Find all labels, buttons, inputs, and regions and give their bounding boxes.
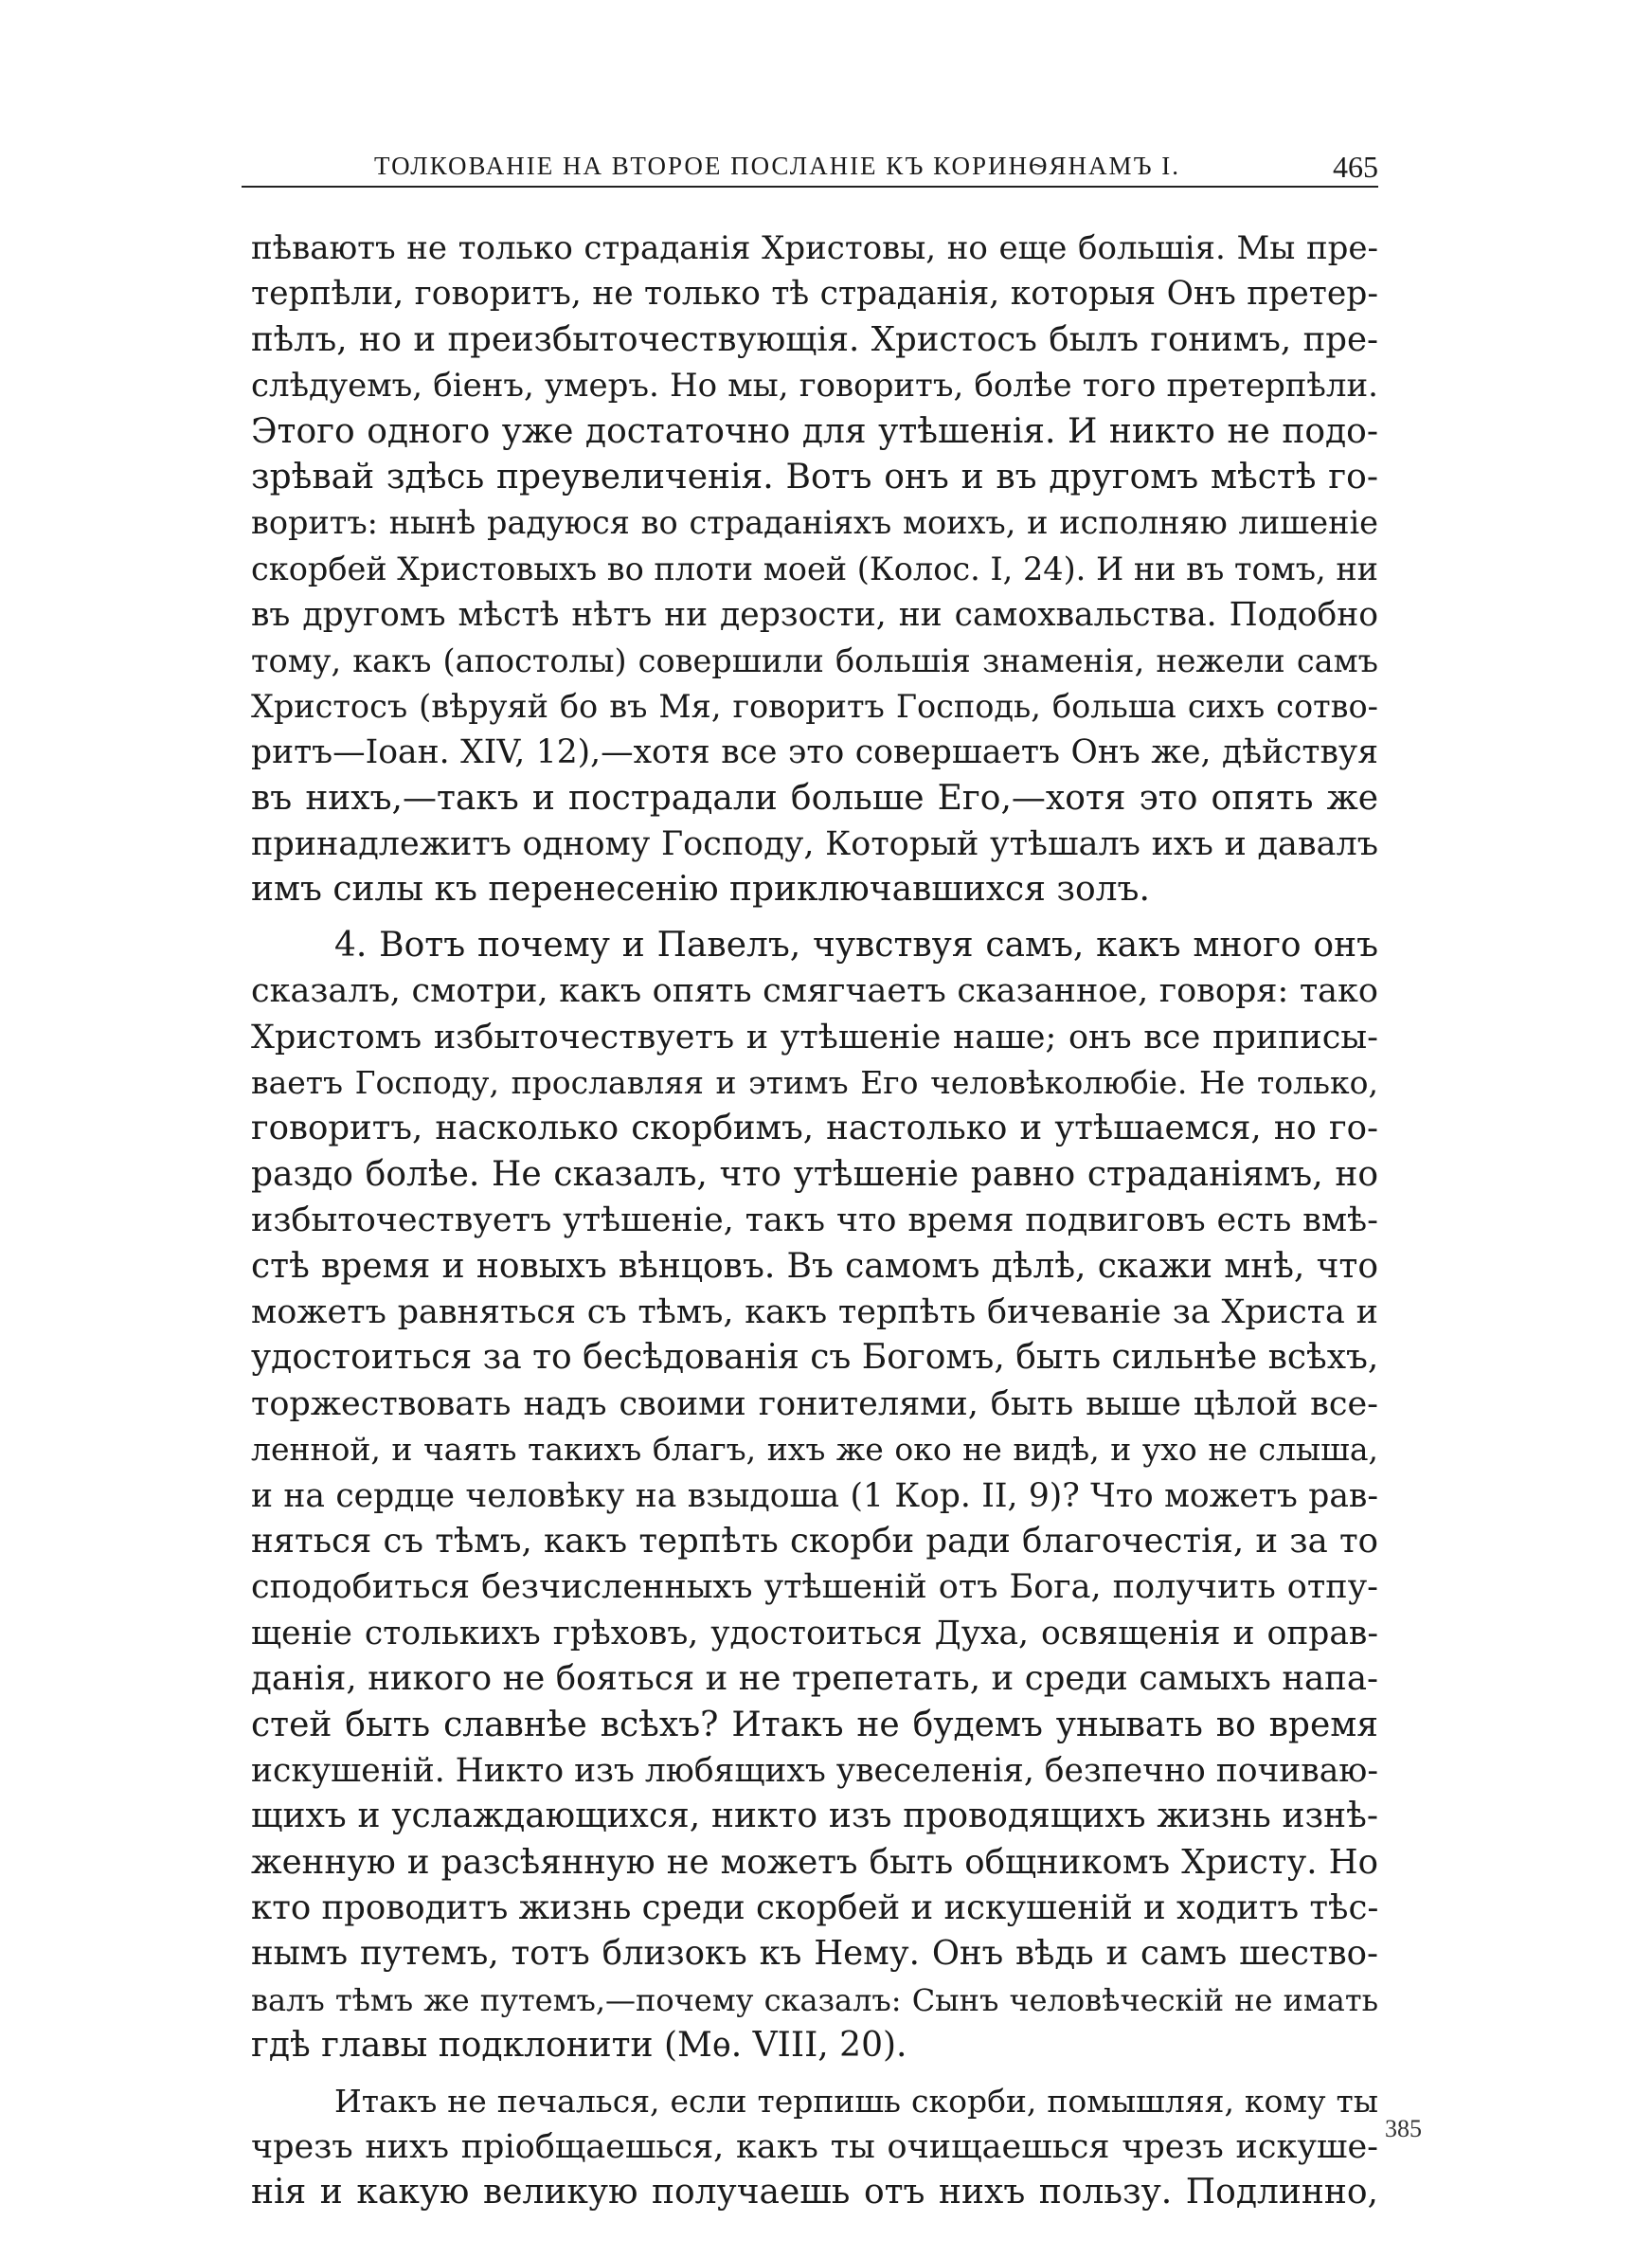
text-line: щихъ и услаждающихся, никто изъ проводящихъ жизнь изнѣ- — [251, 1797, 1378, 1836]
page-number: 465 — [1333, 150, 1378, 184]
text-line: ленной, и чаять такихъ благъ, ихъ же око не видѣ, и ухо не слыша, — [251, 1431, 1378, 1469]
text-line: чрезъ нихъ пріобщаешься, какъ ты очищаешься чрезъ искуше- — [251, 2128, 1378, 2167]
text-line: кто проводитъ жизнь среди скорбей и искушеній и ходитъ тѣс- — [251, 1888, 1378, 1928]
text-line: Итакъ не печалься, если терпишь скорби, помышляя, кому ты — [334, 2082, 1378, 2120]
text-line: няться съ тѣмъ, какъ терпѣть скорби ради благочестія, и за то — [251, 1521, 1378, 1561]
text-line: торжествовать надъ своими гонителями, быть выше цѣлой все- — [251, 1384, 1378, 1423]
text-line: имъ силы къ перенесенію приключавшихся золъ. — [251, 870, 1150, 910]
text-line: гдѣ главы подклонити (Мѳ. VIII, 20). — [251, 2026, 907, 2066]
text-line: нія и какую великую получаешь отъ нихъ пользу. Подлинно, — [251, 2173, 1378, 2212]
body-text — [251, 226, 1378, 2216]
text-line: Христомъ избыточествуетъ и утѣшеніе наше; онъ все приписы- — [251, 1018, 1378, 1056]
text-line: Этого одного уже достаточно для утѣшенія. И никто не подо- — [251, 411, 1378, 451]
text-line: зрѣвай здѣсь преувеличенія. Вотъ онъ и въ другомъ мѣстѣ го- — [251, 457, 1378, 497]
text-line: раздо болѣе. Не сказалъ, что утѣшеніе равно страданіямъ, но — [251, 1154, 1378, 1194]
paragraph-3 — [251, 2079, 1378, 2216]
text-line: 4. Вотъ почему и Павелъ, чувствуя самъ, какъ много онъ — [334, 925, 1378, 965]
text-line: можетъ равняться съ тѣмъ, какъ терпѣть бичеваніе за Христа и — [251, 1292, 1378, 1331]
text-line: говоритъ, насколько скорбимъ, настолько и утѣшаемся, но го- — [251, 1109, 1378, 1148]
text-line: пѣваютъ не только страданія Христовы, но еще большія. Мы пре- — [251, 229, 1378, 267]
paragraph-2 — [251, 923, 1378, 2069]
text-line: принадлежитъ одному Господу, Который утѣшалъ ихъ и давалъ — [251, 825, 1378, 864]
paragraph-gap — [251, 913, 1378, 923]
text-line: стѣ время и новыхъ вѣнцовъ. Въ самомъ дѣлѣ, скажи мнѣ, что — [251, 1246, 1378, 1286]
text-line: валъ тѣмъ же путемъ,—почему сказалъ: Сынъ человѣческій не имать — [251, 1981, 1378, 2018]
text-line: искушеній. Никто изъ любящихъ увеселенія, безпечно почиваю- — [251, 1751, 1378, 1790]
text-line: женную и разсѣянную не можетъ быть общникомъ Христу. Но — [251, 1842, 1378, 1882]
text-line: терпѣли, говоритъ, не только тѣ страданія, которыя Онъ претер- — [251, 275, 1378, 314]
text-line: въ нихъ,—такъ и пострадали больше Его,—хотя это опять же — [251, 778, 1378, 818]
text-line: сказалъ, смотри, какъ опять смягчаетъ сказанное, говоря: тако — [251, 972, 1378, 1011]
text-line: воритъ: нынѣ радуюся во страданіяхъ моихъ, и исполняю лишеніе — [251, 504, 1378, 542]
text-line: избыточествуетъ утѣшеніе, такъ что время подвиговъ есть вмѣ- — [251, 1201, 1378, 1240]
text-line: данія, никого не бояться и не трепетать, и среди самыхъ напа- — [251, 1659, 1378, 1699]
text-line: слѣдуемъ, біенъ, умеръ. Но мы, говоритъ, болѣе того претерпѣли. — [251, 367, 1378, 406]
text-line: щеніе столькихъ грѣховъ, удостоиться Духа, освященія и оправ- — [251, 1614, 1378, 1652]
text-line: тому, какъ (апостолы) совершили большія знаменія, нежели самъ — [251, 641, 1378, 679]
text-line: ритъ—Іоан. XIV, 12),—хотя все это совершаетъ Онъ же, дѣйствуя — [251, 733, 1378, 772]
text-line: удостоиться за то бесѣдованія съ Богомъ, быть сильнѣе всѣхъ, — [251, 1338, 1378, 1378]
text-line: сподобиться безчисленныхъ утѣшеній отъ Бога, получить отпу- — [251, 1568, 1378, 1607]
paragraph-1 — [251, 226, 1378, 913]
text-line: скорбей Христовыхъ во плоти моей (Колос. I, 24). И ни въ томъ, ни — [251, 550, 1378, 587]
text-line: и на сердце человѣку на взыдоша (1 Кор. II, 9)? Что можетъ рав- — [251, 1476, 1378, 1515]
text-line: стей быть славнѣе всѣхъ? Итакъ не будемъ унывать во время — [251, 1705, 1378, 1744]
text-line: Христосъ (вѣруяй бо въ Мя, говоритъ Господь, больша сихъ сотво- — [251, 687, 1378, 725]
text-line: пѣлъ, но и преизбыточествующія. Христосъ былъ гонимъ, пре- — [251, 319, 1378, 359]
paragraph-gap — [251, 2069, 1378, 2079]
page-header — [242, 142, 1378, 190]
running-title: ТОЛКОВАНІЕ НА ВТОРОЕ ПОСЛАНІЕ КЪ КОРИНѲЯНАМЪ I. — [374, 152, 1181, 180]
text-line: въ другомъ мѣстѣ нѣтъ ни дерзости, ни самохвальства. Подобно — [251, 596, 1378, 635]
text-line: ваетъ Господу, прославляя и этимъ Его человѣколюбіе. Не только, — [251, 1064, 1378, 1102]
margin-note: 385 — [1385, 2115, 1422, 2142]
header-rule — [242, 186, 1378, 188]
text-line: нымъ путемъ, тотъ близокъ къ Нему. Онъ вѣдь и самъ шество- — [251, 1934, 1378, 1974]
